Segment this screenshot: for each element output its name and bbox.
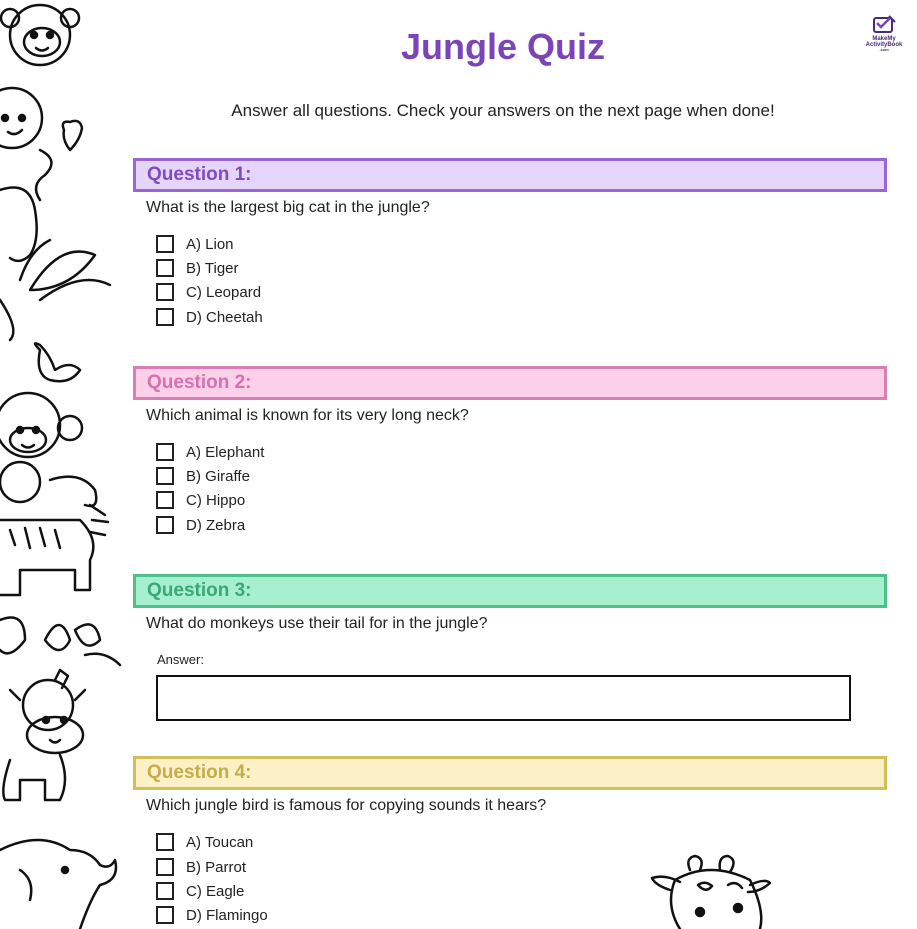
checkbox[interactable]: [156, 308, 174, 326]
logo-text-line1: MakeMy: [872, 36, 896, 42]
question-1-text: What is the largest big cat in the jungle?: [146, 199, 430, 216]
question-4-option-b[interactable]: [156, 857, 246, 877]
checkbox[interactable]: [156, 283, 174, 301]
checkbox[interactable]: [156, 235, 174, 253]
option-label: A) Elephant: [186, 443, 265, 461]
option-label: A) Lion: [186, 235, 234, 253]
checkbox[interactable]: [156, 443, 174, 461]
checkbox[interactable]: [156, 491, 174, 509]
logo-text-line3: .com: [879, 47, 889, 52]
question-1-option-d[interactable]: [156, 307, 263, 327]
checkbox[interactable]: [156, 906, 174, 924]
logo-text-line2: ActivityBook: [865, 42, 903, 48]
jungle-animals-border: [0, 0, 130, 929]
question-1-header: Question 1:: [133, 158, 887, 192]
question-4-option-d[interactable]: [156, 905, 268, 925]
checkbox[interactable]: [156, 259, 174, 277]
option-label: B) Giraffe: [186, 467, 250, 485]
option-label: D) Cheetah: [186, 308, 263, 326]
question-2-option-b[interactable]: [156, 466, 250, 486]
question-1-option-c[interactable]: [156, 282, 261, 302]
question-1-option-b[interactable]: [156, 258, 239, 278]
checkbox[interactable]: [156, 858, 174, 876]
question-4-option-a[interactable]: [156, 832, 253, 852]
question-1-option-a[interactable]: [156, 234, 234, 254]
answer-input[interactable]: [156, 675, 851, 721]
answer-label: Answer:: [157, 652, 204, 667]
question-4-header: Question 4:: [133, 756, 887, 790]
checkbox[interactable]: [156, 833, 174, 851]
checkbox[interactable]: [156, 516, 174, 534]
question-3-text: What do monkeys use their tail for in the jungle?: [146, 615, 488, 632]
option-label: A) Toucan: [186, 833, 254, 851]
option-label: D) Flamingo: [186, 906, 268, 924]
question-2-option-c[interactable]: [156, 490, 245, 510]
question-2-text: Which animal is known for its very long neck?: [146, 407, 469, 424]
checkbox[interactable]: [156, 467, 174, 485]
question-2-option-d[interactable]: [156, 515, 245, 535]
option-label: D) Zebra: [186, 516, 246, 534]
option-label: C) Leopard: [186, 283, 262, 301]
option-label: B) Parrot: [186, 858, 247, 876]
page-title: Jungle Quiz: [400, 26, 605, 67]
option-label: C) Hippo: [186, 491, 246, 509]
option-label: C) Eagle: [186, 882, 245, 900]
question-2-option-a[interactable]: [156, 442, 264, 462]
giraffe-illustration: [640, 850, 780, 929]
option-label: B) Tiger: [186, 259, 239, 277]
question-4-option-c[interactable]: [156, 881, 244, 901]
question-4-text: Which jungle bird is famous for copying sounds it hears?: [146, 797, 547, 814]
question-3-header: Question 3:: [133, 574, 887, 608]
question-2-header: Question 2:: [133, 366, 887, 400]
page-instructions: Answer all questions. Check your answers on the next page when done!: [231, 101, 775, 120]
checkbox[interactable]: [156, 882, 174, 900]
